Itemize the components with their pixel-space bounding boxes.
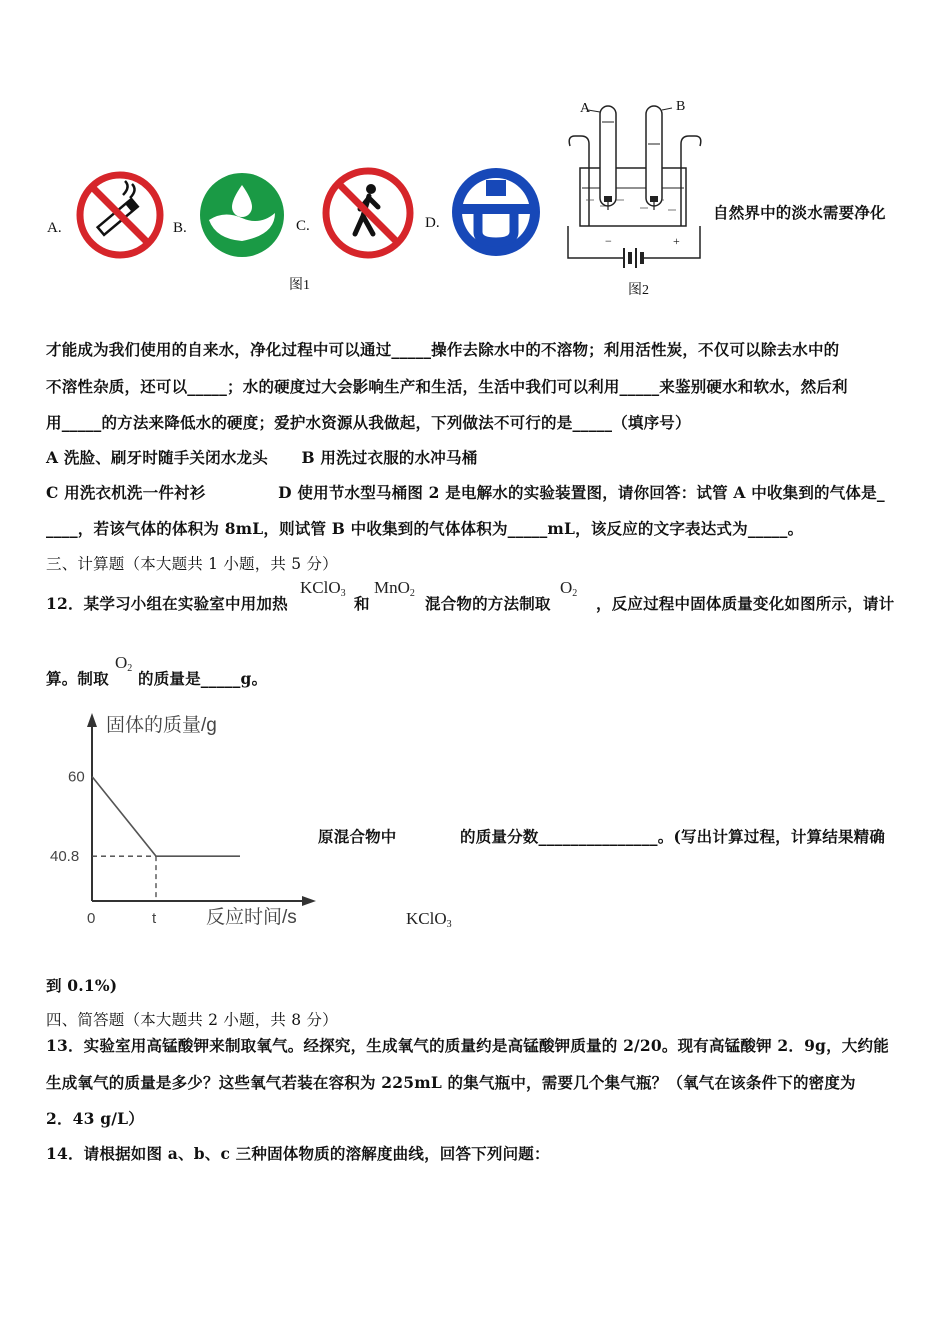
formula-kclo3-b-base: KClO [406, 909, 447, 928]
q12-part2-text-c: 到 0.1%) [46, 976, 118, 995]
q11-text-line-3: 用_____的方法来降低水的硬度；爱护水资源从我做起，下列做法不可行的是_____（填序号） [46, 413, 691, 432]
q13-text-line-3: 2．43 g/L） [46, 1109, 144, 1128]
section-4-title: 四、简答题（本大题共 2 小题，共 8 分） [46, 1011, 338, 1029]
figure-1-caption: 图1 [289, 278, 310, 293]
formula-o2-b [115, 653, 132, 674]
q11-text-line-6: ____，若该气体的体积为 8mL，则试管 B 中收集到的气体体积为_____mL，该反应的文字表达式为_____。 [46, 519, 804, 538]
q11-text-line-1: 才能成为我们使用的自来水，净化过程中可以通过_____操作去除水中的不溶物；利用活性炭，不仅可以除去水中的 [46, 340, 840, 359]
q12-part2-text-a: 原混合物中 [318, 827, 397, 846]
tube-b-label: B [676, 99, 686, 114]
formula-mno2-base: MnO [374, 578, 410, 597]
formula-mno2-sub: 2 [409, 588, 415, 599]
q12-part2-text-b: 的质量分数_______________。(写出计算过程，计算结果精确 [460, 827, 886, 846]
figure-2-caption: 图2 [628, 283, 649, 298]
section-3-title: 三、计算题（本大题共 1 小题，共 5 分） [46, 555, 338, 573]
water-saving-ring-icon [448, 164, 544, 260]
mass-time-chart [40, 705, 330, 945]
formula-kclo3-base: KClO [300, 578, 341, 597]
q13-text-line-2: 生成氧气的质量是多少？这些氧气若装在容积为 225mL 的集气瓶中，需要几个集气瓶？（氧气在该条件下的密度为 [46, 1073, 856, 1092]
formula-o2-a [560, 578, 577, 599]
water-saving-icon [197, 170, 287, 260]
option-label-a: A. [47, 220, 62, 236]
formula-kclo3-sub: 3 [340, 588, 346, 599]
q12-text-a: 12．某学习小组在实验室中用加热 [46, 594, 288, 613]
y-axis-arrow-icon [87, 713, 97, 727]
option-label-c: C. [296, 218, 310, 234]
formula-kclo3-b-sub: 3 [446, 919, 452, 930]
formula-o2-b-base: O [115, 653, 128, 672]
q11-text-line-0: 自然界中的淡水需要净化 [713, 203, 886, 222]
x-tick-label-0: 0 [87, 910, 96, 927]
formula-kclo3 [300, 578, 346, 599]
q11-option-line-ab: A 洗脸、刷牙时随手关闭水龙头 B 用洗过衣服的水冲马桶 [46, 448, 478, 467]
electrolysis-apparatus [560, 96, 710, 276]
y-axis-label: 固体的质量/g [106, 715, 217, 736]
series-line-solid-mass [92, 777, 240, 857]
formula-mno2 [374, 578, 415, 599]
q12-text-d: ，反应过程中固体质量变化如图所示，请计 [596, 594, 895, 613]
option-label-b: B. [173, 220, 187, 236]
tube-a-label: A [580, 101, 591, 116]
y-tick-label-40-8: 40.8 [50, 848, 80, 866]
no-pedestrian-icon [321, 166, 415, 260]
formula-o2-a-sub: 2 [572, 588, 578, 599]
formula-o2-a-base: O [560, 578, 573, 597]
battery-minus-label: − [605, 234, 612, 248]
q12-text-b: 和 [354, 594, 370, 613]
formula-kclo3-b [406, 909, 452, 930]
formula-o2-b-sub: 2 [127, 663, 133, 674]
q11-text-line-2: 不溶性杂质，还可以_____；水的硬度过大会影响生产和生活，生活中我们可以利用_____来鉴别硬水和软水，然后利 [46, 377, 848, 396]
q13-text-line-1: 13．实验室用高锰酸钾来制取氧气。经探究，生成氧气的质量约是高锰酸钾质量的 2/20。现有高锰酸钾 2．9g，大约能 [46, 1036, 889, 1055]
q12-text-e: 算。制取 [46, 669, 109, 688]
x-tick-label-t: t [152, 910, 157, 927]
option-label-d: D. [425, 215, 440, 231]
q14-text-line-1: 14．请根据如图 a、b、c 三种固体物质的溶解度曲线，回答下列问题： [46, 1144, 550, 1163]
q12-text-c: 混合物的方法制取 [425, 594, 551, 613]
x-axis-arrow-icon [302, 896, 316, 906]
battery-plus-label: + [673, 234, 680, 248]
x-axis-label: 反应时间/s [206, 907, 297, 928]
q12-text-f: 的质量是_____g。 [138, 669, 268, 688]
no-smoking-icon [75, 170, 165, 260]
q11-option-line-cd: C 用洗衣机洗一件衬衫 D 使用节水型马桶图 2 是电解水的实验装置图，请你回答：试管 A 中收集到的气体是_ [46, 483, 885, 502]
y-tick-label-60: 60 [68, 768, 85, 786]
